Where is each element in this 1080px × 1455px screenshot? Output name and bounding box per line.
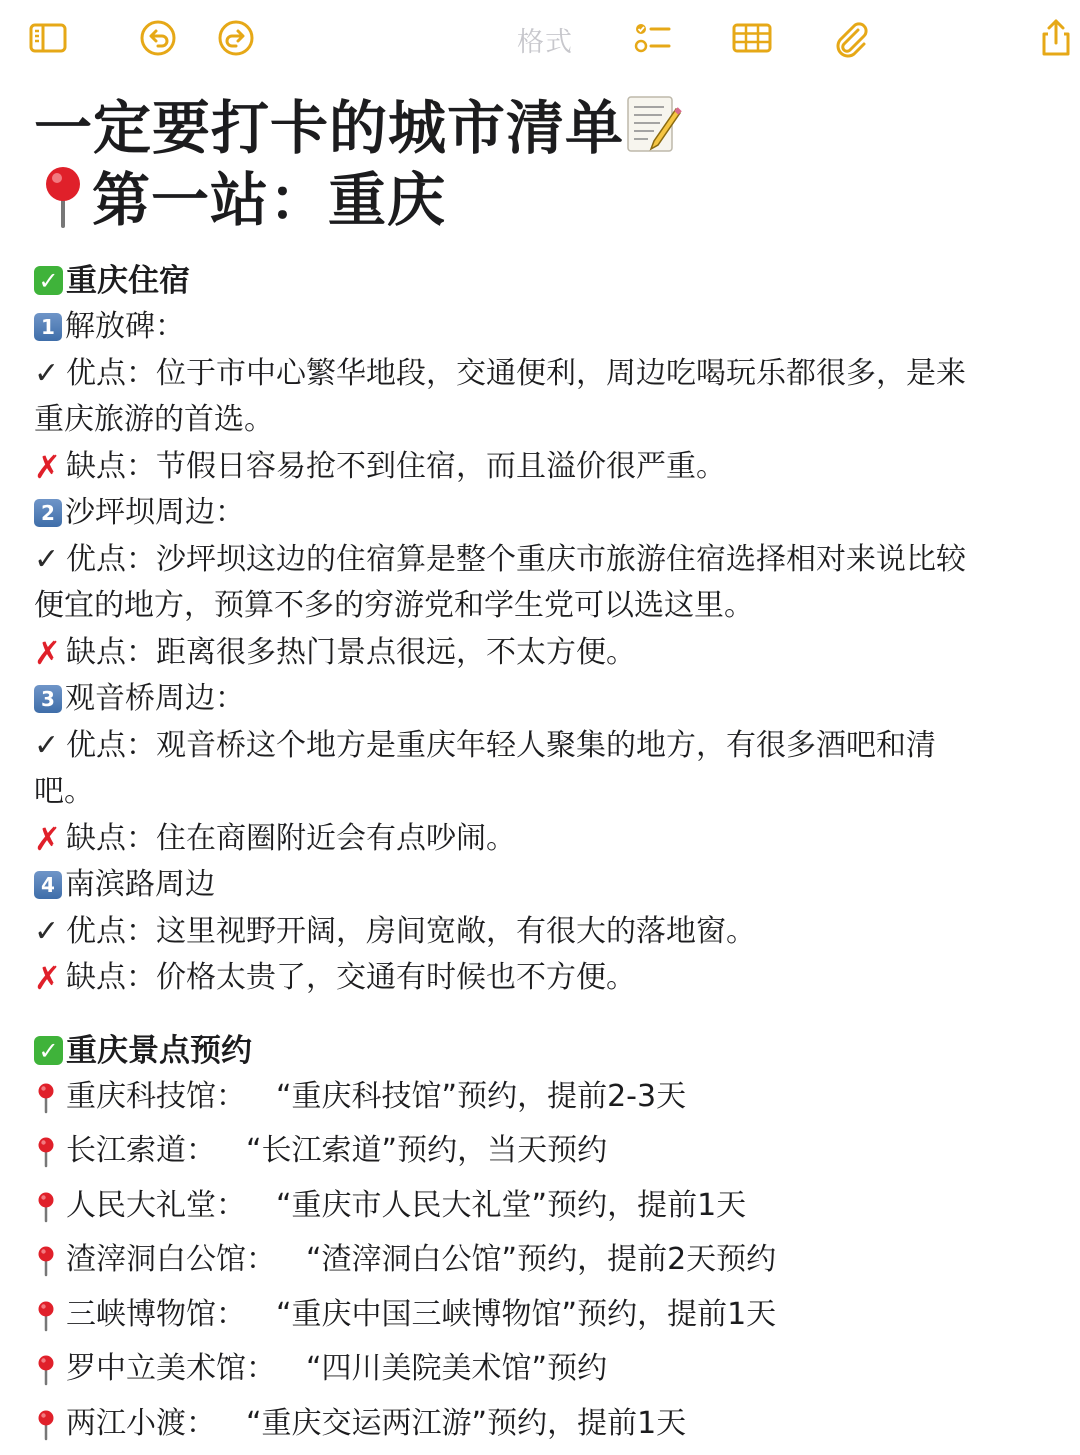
spot-item: 渣滓洞白公馆： “渣滓洞白公馆”预约，提前2天预约 [34, 1237, 1044, 1292]
pros-line: ✓ 优点：沙坪坝这边的住宿算是整个重庆市旅游住宿选择相对来说比较 便宜的地方，预算不多的穷游党和学生党可以选这里。 [34, 537, 1044, 630]
sidebar-toggle-button[interactable] [24, 14, 72, 62]
note-subtitle: 第一站：重庆 [34, 164, 1044, 236]
sidebar-icon [26, 16, 70, 60]
spot-item: 两江小渡： “重庆交运两江游”预约，提前1天 [34, 1401, 1044, 1455]
lodging-item-title: 1 解放碑： [34, 304, 1044, 351]
undo-icon [136, 16, 180, 60]
cross-mark-icon: ✗ [34, 816, 66, 863]
undo-button[interactable] [134, 14, 182, 62]
note-title: 一定要打卡的城市清单 [34, 92, 1044, 164]
round-pushpin-icon [34, 1401, 66, 1455]
cons-line: ✗ 缺点：价格太贵了，交通有时候也不方便。 [34, 955, 1044, 1002]
redo-button[interactable] [212, 14, 260, 62]
cons-line: ✗ 缺点：节假日容易抢不到住宿，而且溢价很严重。 [34, 444, 1044, 491]
pros-line: ✓ 优点：这里视野开阔，房间宽敞，有很大的落地窗。 [34, 909, 1044, 956]
round-pushpin-icon [34, 1292, 66, 1347]
cross-mark-icon: ✗ [34, 630, 66, 677]
round-pushpin-icon [34, 1237, 66, 1292]
note-body[interactable] [34, 92, 1044, 1455]
keycap-number-icon: 2 [34, 499, 62, 527]
attachment-button[interactable] [826, 14, 874, 62]
spot-item: 重庆科技馆： “重庆科技馆”预约，提前2-3天 [34, 1074, 1044, 1129]
checkmark-box-icon: ✓ [34, 1036, 63, 1065]
lodging-item-title: 3 观音桥周边： [34, 676, 1044, 723]
round-pushpin-icon [34, 1346, 66, 1401]
spot-item: 三峡博物馆： “重庆中国三峡博物馆”预约，提前1天 [34, 1292, 1044, 1347]
section-heading-reservations: ✓ 重庆景点预约 [34, 1028, 1044, 1074]
cons-line: ✗ 缺点：距离很多热门景点很远，不太方便。 [34, 630, 1044, 677]
round-pushpin-icon [34, 1128, 66, 1183]
spot-item: 人民大礼堂： “重庆市人民大礼堂”预约，提前1天 [34, 1183, 1044, 1238]
spot-item: 长江索道： “长江索道”预约，当天预约 [34, 1128, 1044, 1183]
lodging-item-title: 2 沙坪坝周边： [34, 490, 1044, 537]
share-button[interactable] [1032, 14, 1080, 62]
checklist-button[interactable] [628, 14, 676, 62]
check-mark-icon: ✓ [34, 351, 66, 398]
spot-item: 罗中立美术馆： “四川美院美术馆”预约 [34, 1346, 1044, 1401]
checklist-icon [630, 16, 674, 60]
round-pushpin-icon [34, 1074, 66, 1129]
lodging-item-title: 4 南滨路周边 [34, 862, 1044, 909]
checkmark-box-icon: ✓ [34, 266, 63, 295]
keycap-number-icon: 3 [34, 685, 62, 713]
keycap-number-icon: 1 [34, 313, 62, 341]
pros-line: ✓ 优点：观音桥这个地方是重庆年轻人聚集的地方，有很多酒吧和清 吧。 [34, 723, 1044, 816]
section-heading-lodging: ✓ 重庆住宿 [34, 258, 1044, 304]
check-mark-icon: ✓ [34, 723, 66, 770]
check-mark-icon: ✓ [34, 537, 66, 584]
format-button[interactable]: 格式 [510, 20, 580, 59]
redo-icon [214, 16, 258, 60]
pros-line: ✓ 优点：位于市中心繁华地段，交通便利，周边吃喝玩乐都很多，是来 重庆旅游的首选。 [34, 351, 1044, 444]
cons-line: ✗ 缺点：住在商圈附近会有点吵闹。 [34, 816, 1044, 863]
share-icon [1034, 16, 1078, 60]
table-icon [730, 16, 774, 60]
table-button[interactable] [728, 14, 776, 62]
memo-icon [624, 93, 682, 171]
cross-mark-icon: ✗ [34, 444, 66, 491]
paperclip-icon [828, 16, 872, 60]
notes-toolbar [0, 0, 1080, 78]
check-mark-icon: ✓ [34, 909, 66, 956]
round-pushpin-icon [34, 1183, 66, 1238]
cross-mark-icon: ✗ [34, 955, 66, 1002]
keycap-number-icon: 4 [34, 871, 62, 899]
pushpin-icon [34, 164, 92, 244]
